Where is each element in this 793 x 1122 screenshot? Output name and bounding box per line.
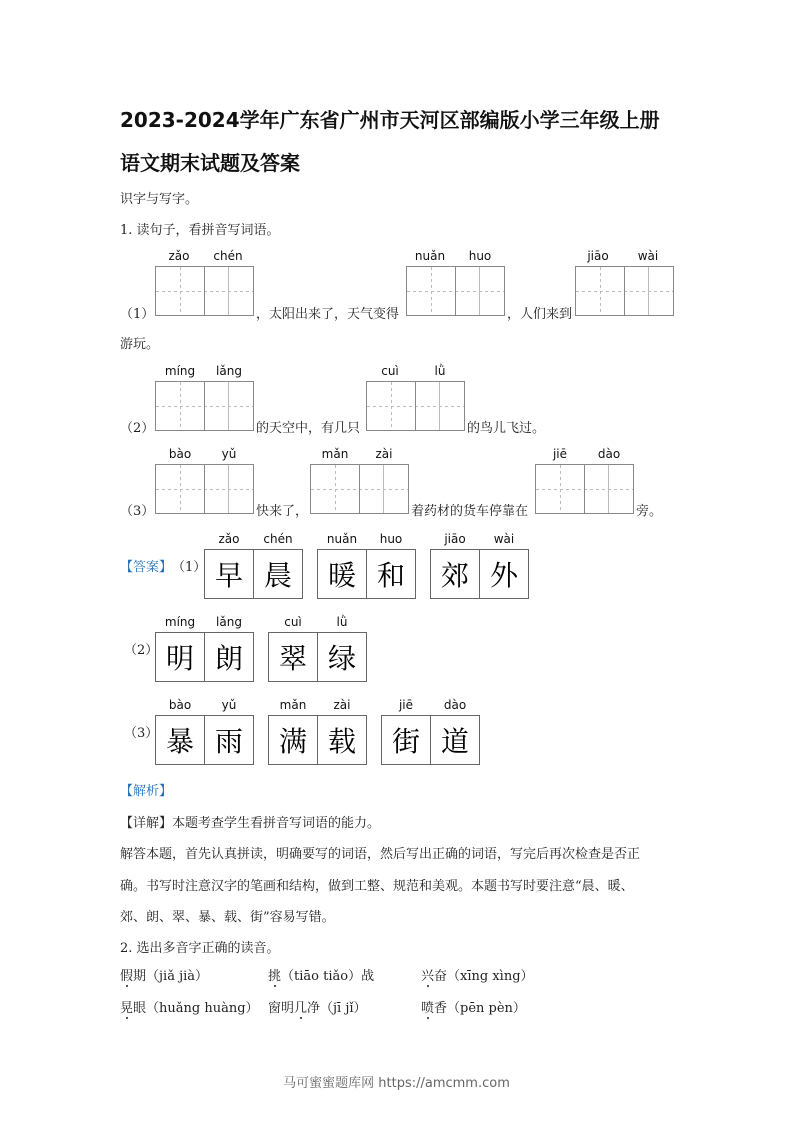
answer-character: 翠 [278, 642, 307, 675]
answer-character: 朗 [204, 633, 253, 681]
answer-character: 明 [165, 642, 194, 675]
pinyin-label: zǎo [218, 532, 240, 546]
pinyin-label: míng [164, 364, 196, 378]
pinyin-label: lǎng [216, 615, 242, 629]
pinyin-label: nuǎn [414, 249, 446, 263]
answer-character: 暖 [327, 559, 356, 592]
analysis-paragraph-line: 确。书写时注意汉字的笔画和结构，做到工整、规范和美观。本题书写时要注意“晨、暖、 [120, 879, 634, 894]
item-number: （3） [124, 726, 159, 741]
pinyin-label: dào [443, 698, 467, 712]
sentence-text: 着药材的货车停靠在 [411, 504, 529, 519]
question-2-prompt: 2. 选出多音字正确的读音。 [120, 941, 280, 956]
sentence-text: ，太阳出来了，天气变得 [256, 307, 400, 322]
pinyin-label: cuì [381, 364, 399, 378]
answer-grid [268, 632, 367, 682]
pronunciation-options: 香（pēn pèn） [434, 1001, 526, 1016]
page-title-line-2: 语文期末试题及答案 [120, 151, 300, 175]
answer-character: 雨 [204, 716, 253, 764]
analysis-detail: 【详解】本题考查学生看拼音写词语的能力。 [120, 816, 381, 831]
pinyin-label: wài [637, 249, 659, 263]
item-number: （2） [124, 643, 159, 658]
pronunciation-options: 净（jī jǐ） [307, 1001, 367, 1016]
item-number: （1） [120, 307, 155, 322]
pinyin-label: wài [493, 532, 515, 546]
pinyin-label: nuǎn [326, 532, 358, 546]
pinyin-label: zài [333, 698, 351, 712]
answer-character: 载 [317, 716, 366, 764]
answer-grid [204, 549, 303, 599]
pronunciation-options: 眼（huǎng huàng） [133, 1001, 259, 1016]
writing-grid[interactable] [406, 266, 505, 316]
answer-grid [317, 549, 416, 599]
answer-character: 和 [366, 550, 415, 598]
answer-character: 绿 [317, 633, 366, 681]
writing-grid[interactable] [575, 266, 674, 316]
answer-character: 满 [278, 725, 307, 758]
sentence-text: 的天空中，有几只 [256, 421, 361, 436]
pinyin-label: dào [597, 447, 621, 461]
pinyin-label: jiāo [444, 532, 466, 546]
dotted-character: 喷 [421, 997, 434, 1016]
answer-grid [430, 549, 529, 599]
answer-character: 道 [430, 716, 479, 764]
pinyin-label: míng [164, 615, 196, 629]
sentence-text: 旁。 [636, 504, 663, 519]
pronunciation-options: 期（jiǎ jià） [133, 969, 209, 984]
pinyin-label: zǎo [168, 249, 190, 263]
dotted-character: 假 [120, 965, 133, 984]
page-footer: 马可蜜蜜题库网 https://amcmm.com [283, 1076, 510, 1091]
writing-grid[interactable] [310, 464, 409, 514]
dotted-character: 几 [294, 997, 307, 1016]
word-prefix: 窗明 [268, 1001, 295, 1016]
pinyin-label: huo [379, 532, 403, 546]
pinyin-label: lǜ [336, 615, 348, 629]
pronunciation-options: 奋（xīng xìng） [434, 969, 534, 984]
writing-grid[interactable] [155, 266, 254, 316]
pinyin-label: jiāo [587, 249, 609, 263]
pinyin-label: bào [168, 698, 192, 712]
answer-character: 郊 [440, 559, 469, 592]
pinyin-label: zài [375, 447, 393, 461]
answer-grid [381, 715, 480, 765]
answer-character: 早 [214, 559, 243, 592]
polyphone-item [120, 965, 208, 984]
dotted-character: 兴 [421, 965, 434, 984]
item-number: （3） [120, 504, 155, 519]
polyphone-item [421, 997, 526, 1016]
writing-grid[interactable] [366, 381, 465, 431]
dotted-character: 挑 [268, 965, 281, 984]
question-1-prompt: 1. 读句子，看拼音写词语。 [120, 223, 280, 238]
polyphone-item [421, 965, 534, 984]
pinyin-label: mǎn [279, 698, 307, 712]
polyphone-item [120, 997, 259, 1016]
pinyin-label: bào [168, 447, 192, 461]
pinyin-label: mǎn [321, 447, 349, 461]
pronunciation-options: （tiāo tiǎo）战 [281, 969, 375, 984]
pinyin-label: lǎng [216, 364, 242, 378]
dotted-character: 晃 [120, 997, 133, 1016]
answer-character: 街 [391, 725, 420, 758]
polyphone-item [268, 997, 367, 1016]
polyphone-item [268, 965, 374, 984]
pinyin-label: jiē [552, 447, 568, 461]
pinyin-label: huo [468, 249, 492, 263]
sentence-text: 的鸟儿飞过。 [467, 421, 546, 436]
pinyin-label: cuì [284, 615, 302, 629]
answer-character: 暴 [165, 725, 194, 758]
section-heading: 识字与写字。 [120, 192, 199, 207]
sentence-text: 快来了， [256, 504, 309, 519]
pinyin-label: chén [213, 249, 243, 263]
page-title-line-1: 2023-2024学年广东省广州市天河区部编版小学三年级上册 [120, 108, 660, 132]
answer-grid [268, 715, 367, 765]
pinyin-label: jiē [398, 698, 414, 712]
sentence-text: 游玩。 [120, 337, 160, 352]
analysis-label: 【解析】 [120, 784, 173, 799]
writing-grid[interactable] [155, 464, 254, 514]
writing-grid[interactable] [535, 464, 634, 514]
answer-grid [155, 632, 254, 682]
item-number: （2） [120, 421, 155, 436]
analysis-paragraph-line: 郊、朗、翠、暴、载、街”容易写错。 [120, 910, 335, 925]
sentence-text: ，人们来到 [507, 307, 573, 322]
answer-character: 外 [479, 550, 528, 598]
pinyin-label: yǔ [221, 698, 237, 712]
answer-character: 晨 [253, 550, 302, 598]
pinyin-label: yǔ [221, 447, 237, 461]
answer-label: 【答案】 [120, 560, 173, 575]
pinyin-label: chén [263, 532, 293, 546]
answer-grid [155, 715, 254, 765]
pinyin-label: lǜ [434, 364, 446, 378]
analysis-paragraph-line: 解答本题，首先认真拼读，明确要写的词语，然后写出正确的词语，写完后再次检查是否正 [120, 847, 641, 862]
item-number: （1） [172, 560, 207, 575]
writing-grid[interactable] [155, 381, 254, 431]
